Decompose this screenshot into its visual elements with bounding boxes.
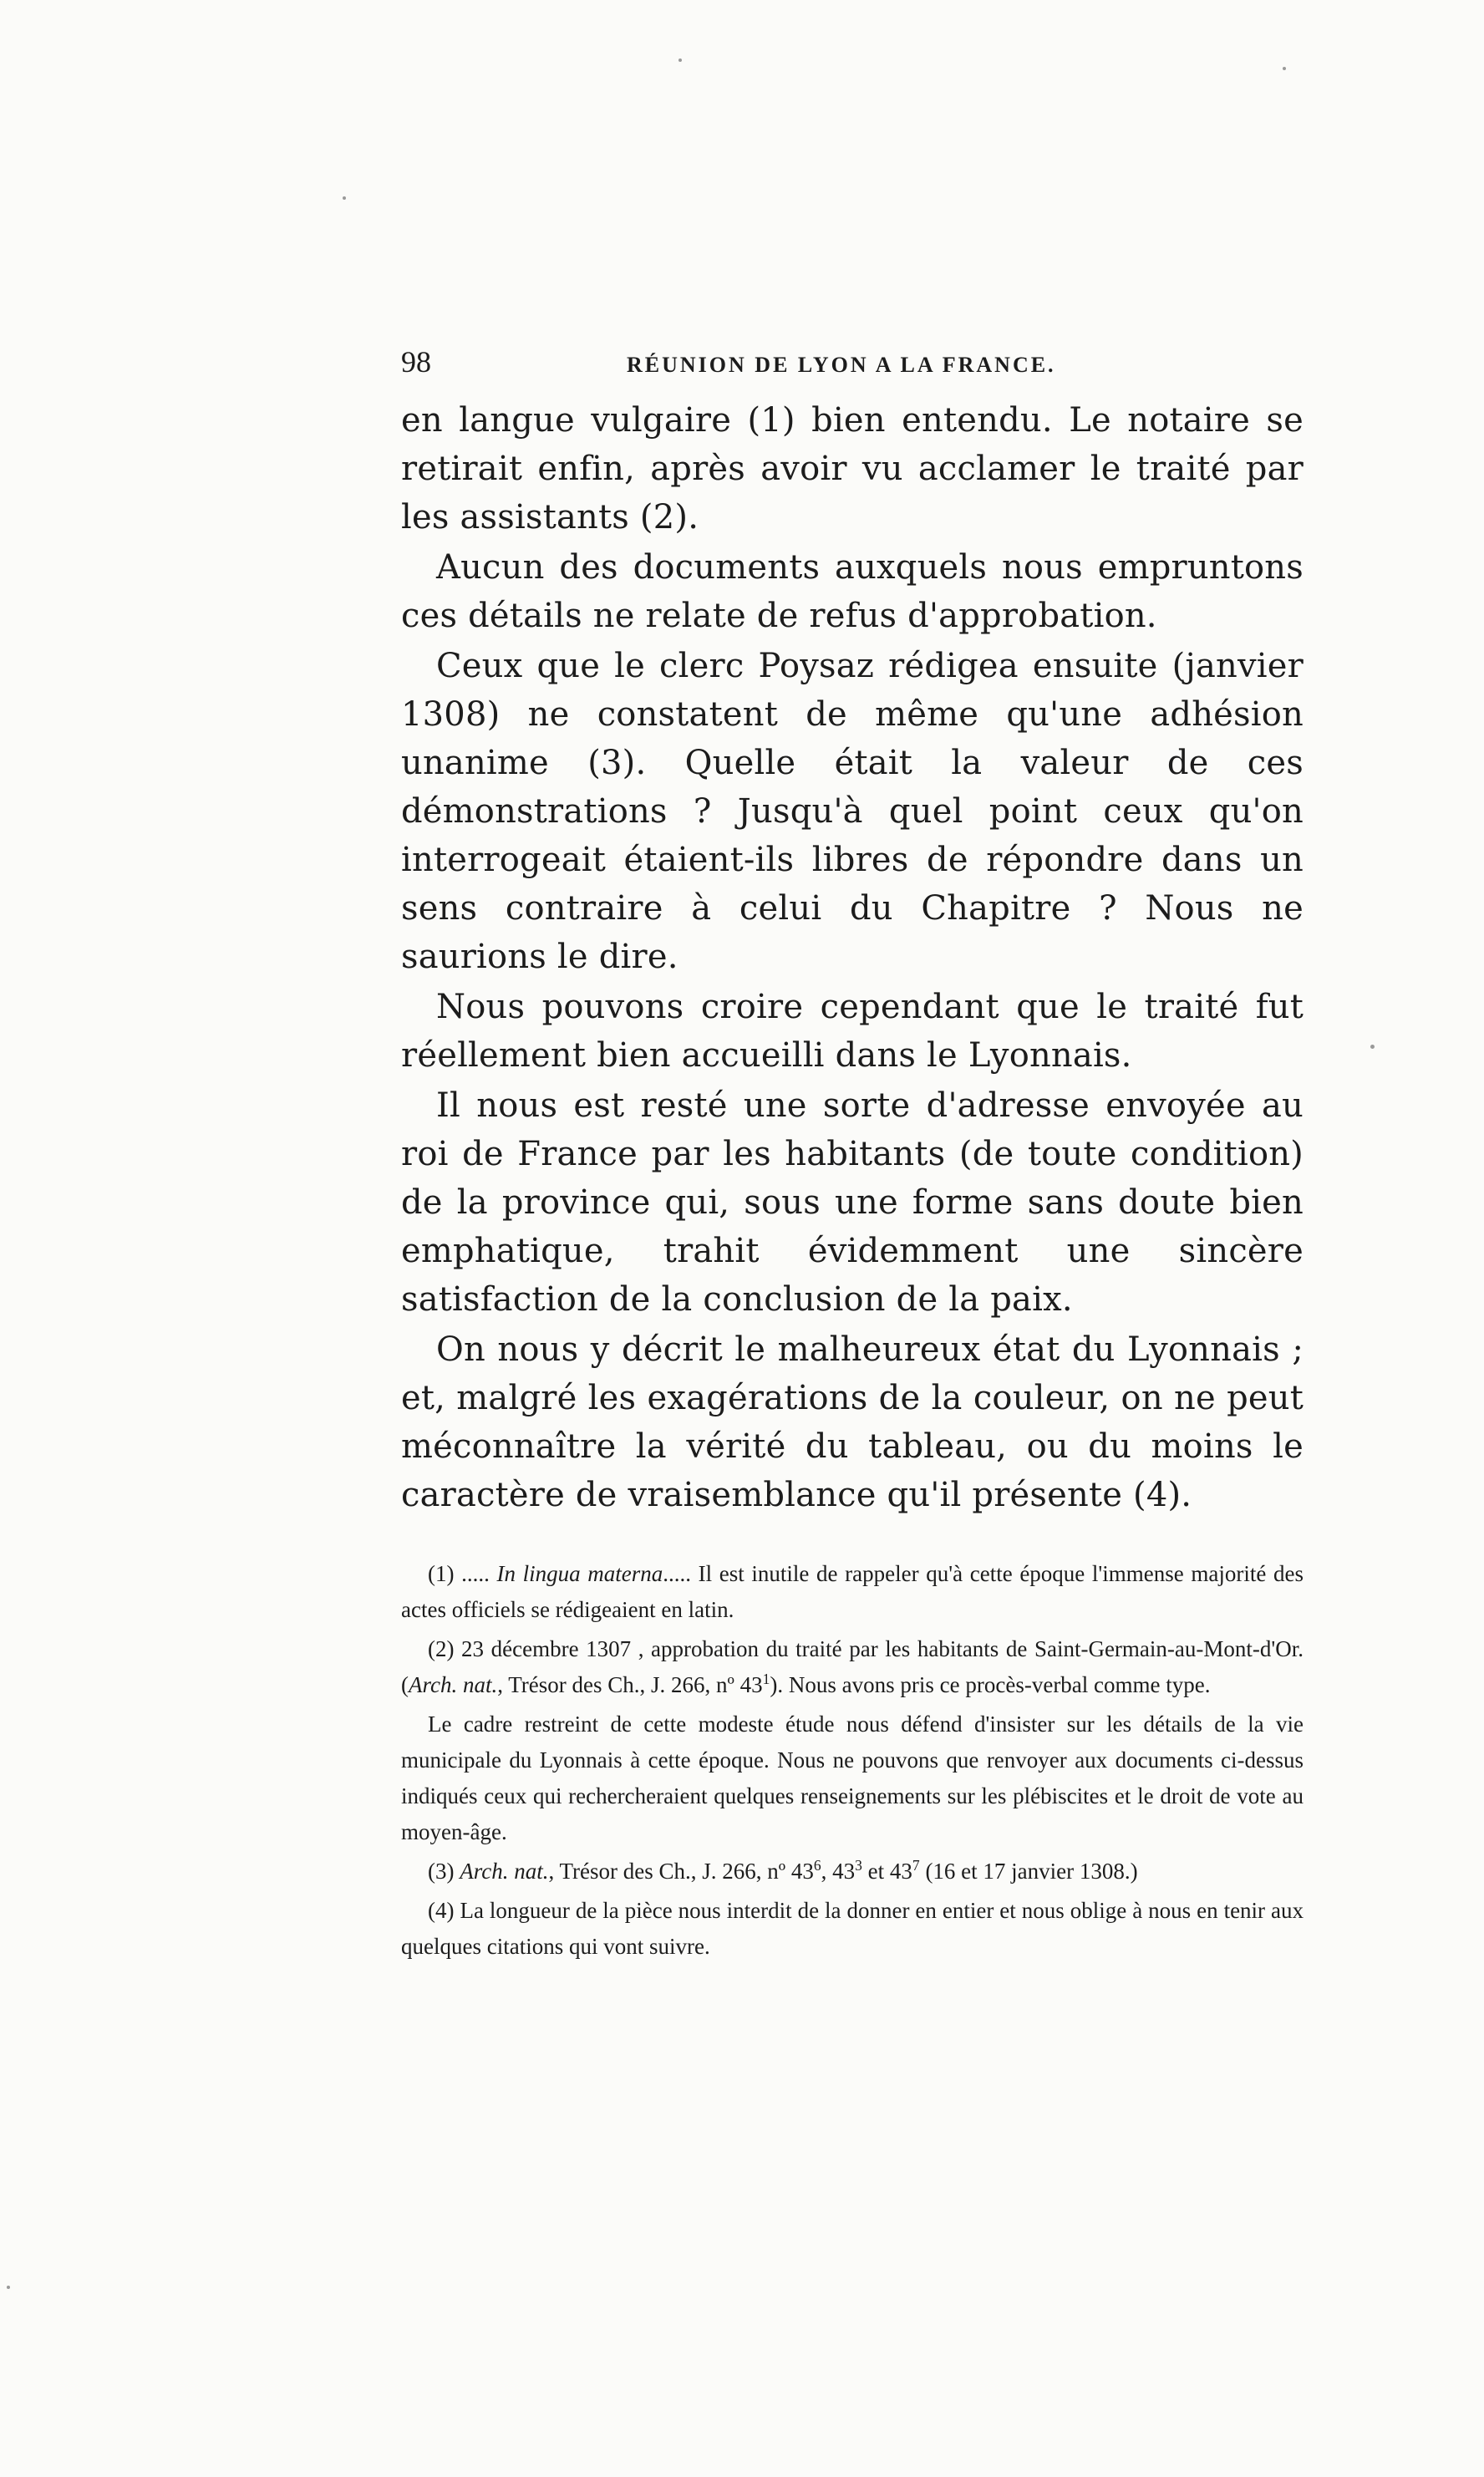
- footnote-3-text-d: et 43: [861, 1859, 912, 1884]
- paragraph-5: Il nous est resté une sorte d'adresse envoyée au roi de France par les habitants (de toute condition) de la province qui, sous une forme sans doute bien emphatique, trahit évidemment une sincère satisfaction de la conclusion de la paix.: [401, 1086, 1304, 1319]
- running-title: RÉUNION DE LYON A LA FRANCE.: [627, 353, 1056, 377]
- page-column: [401, 344, 1304, 1968]
- scan-speck: [343, 196, 346, 200]
- scan-speck: [1370, 1045, 1375, 1049]
- footnote-3-sup-1: 6: [813, 1857, 821, 1874]
- footnote-1: [401, 1556, 1304, 1628]
- footnote-3: [401, 1854, 1304, 1890]
- footnote-3-italic: Arch. nat.: [460, 1859, 549, 1884]
- footnote-2-text-c: ). Nous avons pris ce procès-verbal comme type.: [770, 1672, 1211, 1697]
- scan-speck: [7, 2286, 10, 2289]
- footnote-2-continuation: Le cadre restreint de cette modeste étude nous défend d'insister sur les détails de la vie municipale du Lyonnais à cette époque. Nous ne pouvons que renvoyer aux documents ci-dessus indiqués ceux qui rechercheraient quelques renseignements sur les plébiscites et le droit de vote au moyen-âge.: [401, 1712, 1304, 1844]
- footnote-3-text-b: , Trésor des Ch., J. 266, nº 43: [548, 1859, 814, 1884]
- footnote-3-sup-2: 3: [855, 1857, 862, 1874]
- footnote-2: [401, 1631, 1304, 1703]
- running-header: [401, 344, 1304, 396]
- footnote-1-text: ..... Il est inutile de rappeler qu'à cette époque l'immense majorité des actes officiels se rédigeaient en latin.: [401, 1561, 1304, 1622]
- page-number: 98: [401, 345, 431, 379]
- footnote-3-text-c: , 43: [821, 1859, 856, 1884]
- footnote-3-text-e: (16 et 17 janvier 1308.): [919, 1859, 1138, 1884]
- footnote-2-text-a: (2) 23 décembre 1307 , approbation du traité par les habitants de Saint-Germain-au-Mont-d'Or. (: [401, 1636, 1304, 1697]
- scan-speck: [1283, 67, 1286, 70]
- paragraph-4: Nous pouvons croire cependant que le traité fut réellement bien accueilli dans le Lyonnais.: [401, 988, 1304, 1075]
- footnote-2-text-b: , Trésor des Ch., J. 266, nº 43: [497, 1672, 763, 1697]
- scan-speck: [678, 58, 682, 62]
- footnote-1-mark: (1) .....: [428, 1561, 497, 1586]
- footnote-1-italic: In lingua materna: [496, 1561, 663, 1586]
- body-text: [401, 396, 1304, 1519]
- paragraph-2: Aucun des documents auxquels nous empruntons ces détails ne relate de refus d'approbation.: [401, 548, 1304, 635]
- footnote-3-sup-3: 7: [912, 1857, 920, 1874]
- footnotes: [401, 1556, 1304, 1965]
- footnote-4: (4) La longueur de la pièce nous interdit de la donner en entier et nous oblige à nous en tenir aux quelques citations qui vont suivre.: [401, 1898, 1304, 1959]
- footnote-2-sup: 1: [762, 1671, 770, 1687]
- footnote-3-text-a: (3): [428, 1859, 460, 1884]
- paragraph-1: en langue vulgaire (1) bien entendu. Le notaire se retirait enfin, après avoir vu acclamer le traité par les assistants (2).: [401, 401, 1304, 537]
- footnote-2-italic: Arch. nat.: [409, 1672, 498, 1697]
- paragraph-3: Ceux que le clerc Poysaz rédigea ensuite (janvier 1308) ne constatent de même qu'une adhésion unanime (3). Quelle était la valeur de ces démonstrations ? Jusqu'à quel point ceux qu'on interrogeait étaient-ils libres de répondre dans un sens contraire à celui du Chapitre ? Nous ne saurions le dire.: [401, 647, 1304, 976]
- paragraph-6: On nous y décrit le malheureux état du Lyonnais ; et, malgré les exagérations de la couleur, on ne peut méconnaître la vérité du tableau, ou du moins le caractère de vraisemblance qu'il présente (4).: [401, 1330, 1304, 1514]
